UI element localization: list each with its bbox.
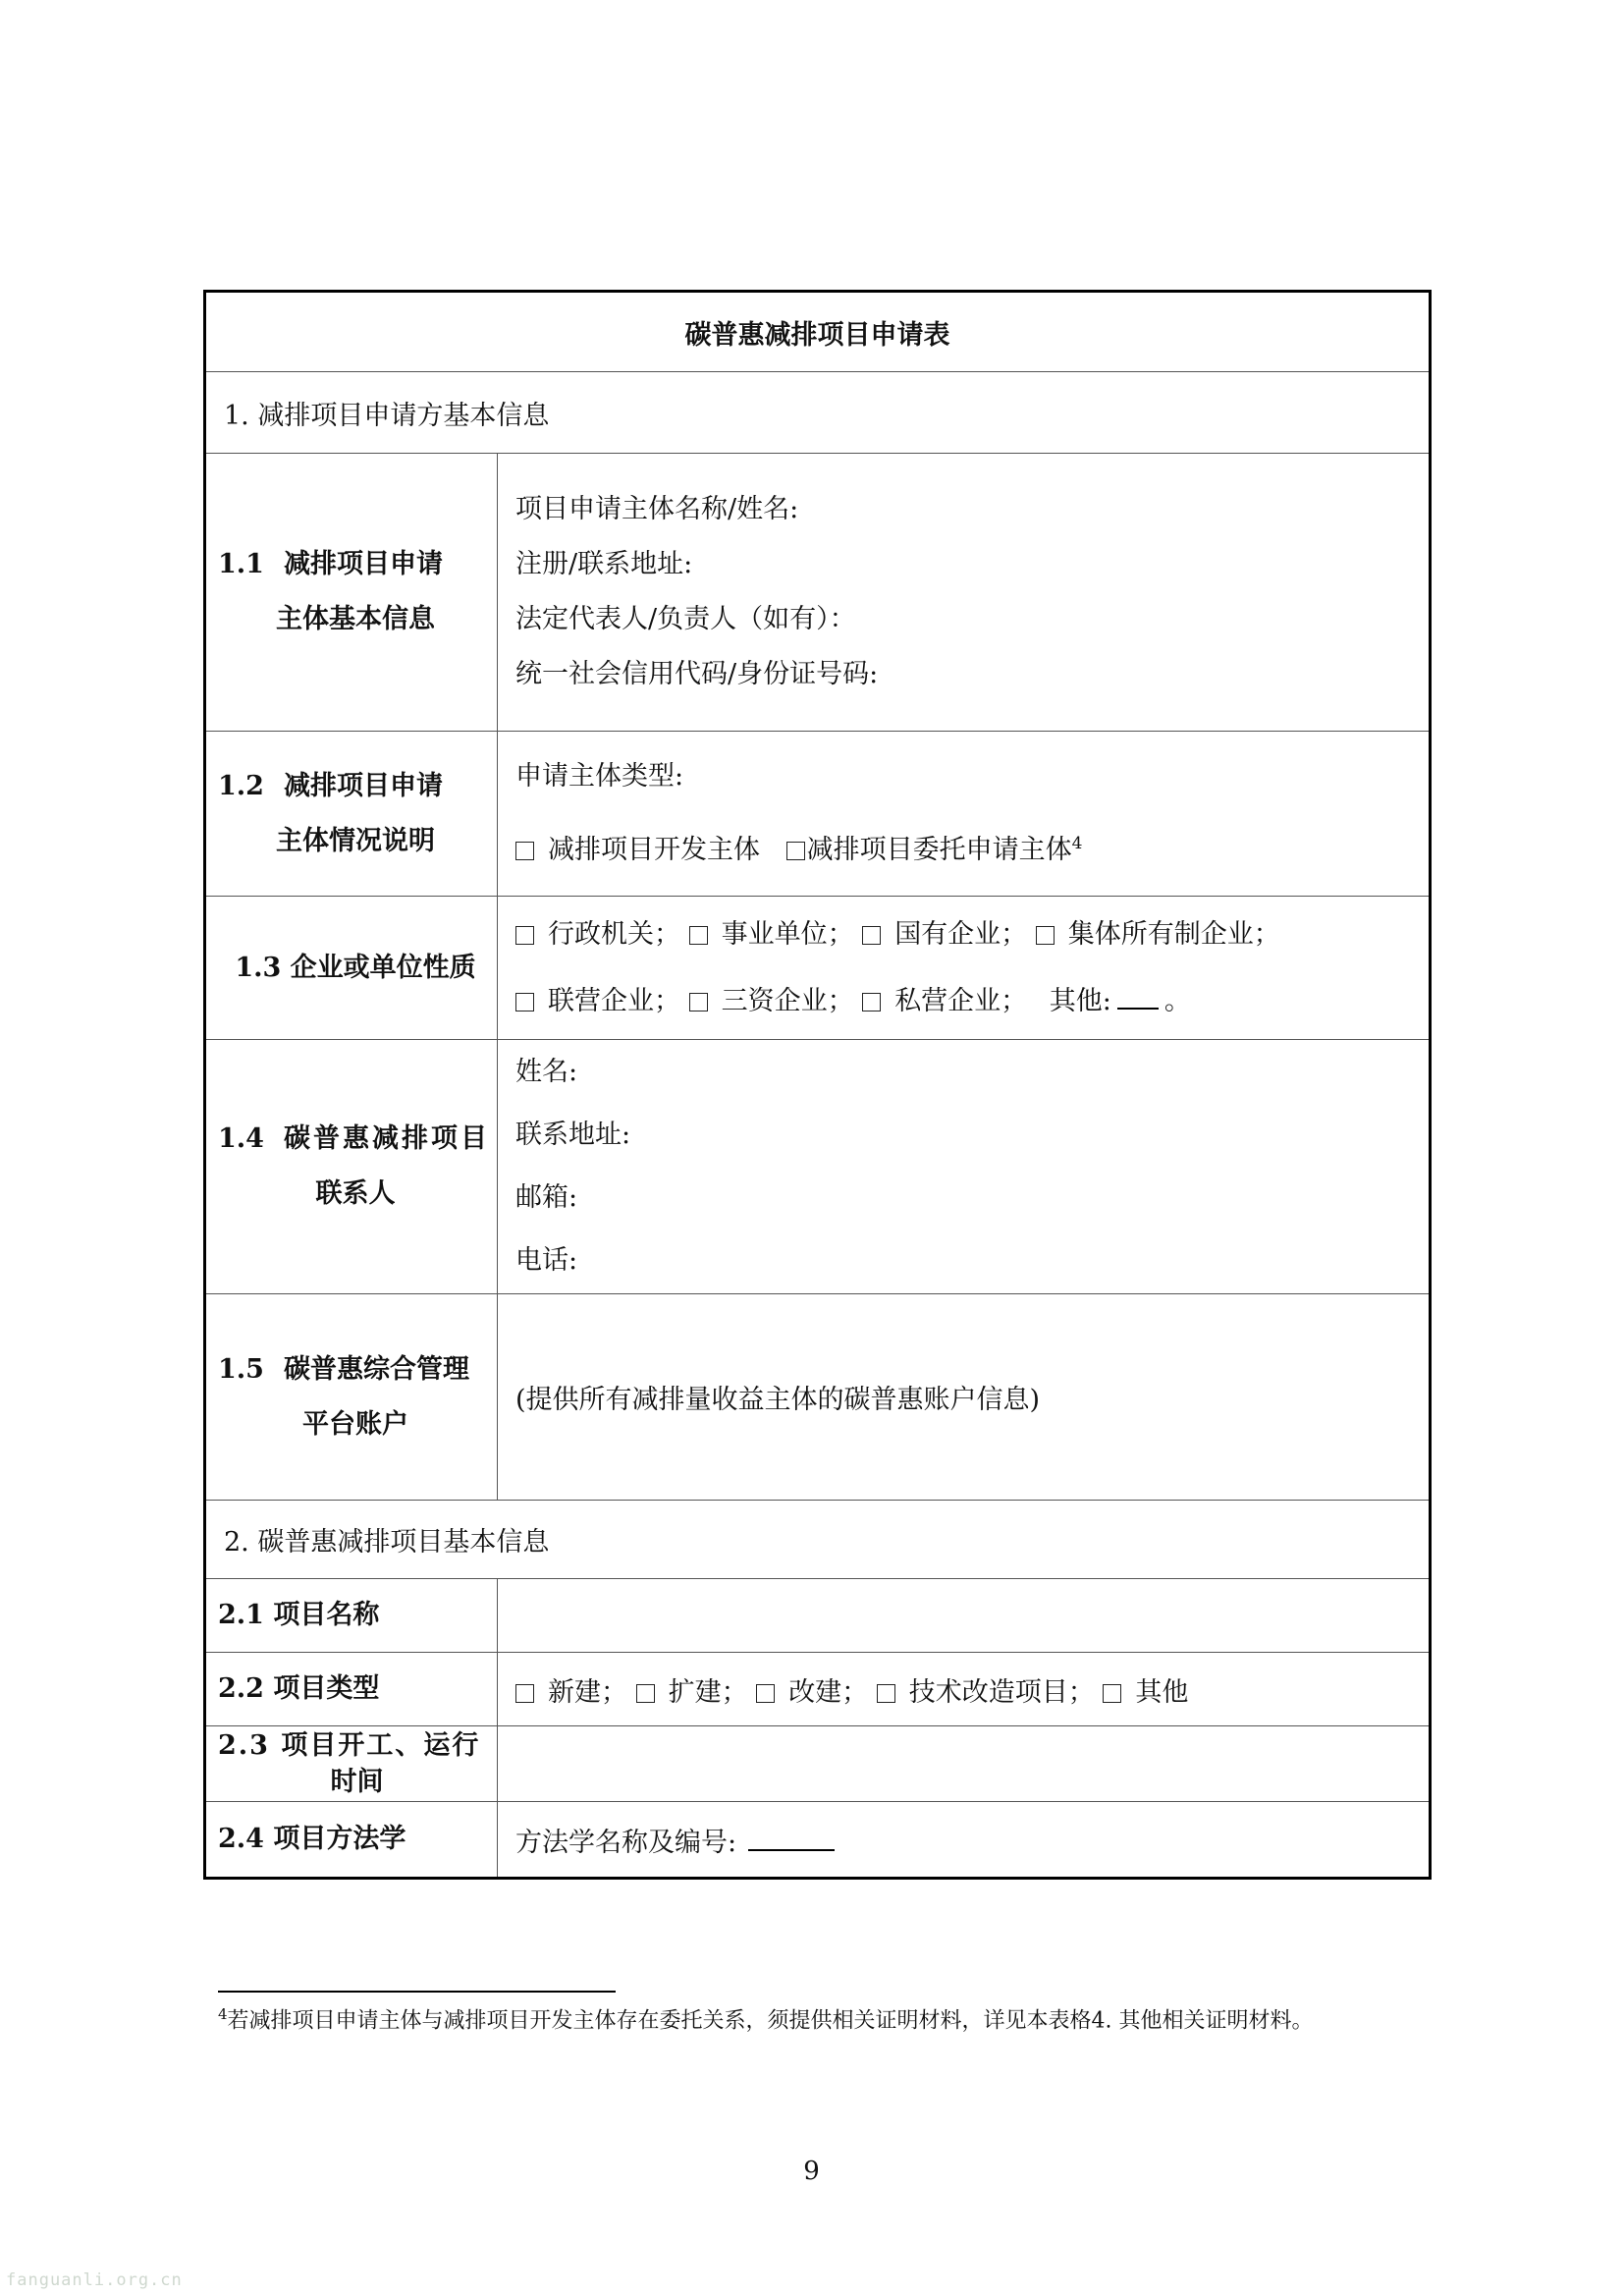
footnote-ref: 4 <box>1071 834 1083 853</box>
row-1-5-num: 1.5 <box>218 1353 264 1385</box>
row-2-2-content <box>498 1653 1431 1726</box>
checkbox-delegated[interactable] <box>786 842 805 860</box>
option-tech-upgrade: 技术改造项目； <box>908 1676 1095 1708</box>
footnote <box>218 1999 1435 2036</box>
watermark-text: fanguanli.org.cn <box>6 2270 183 2290</box>
row-1-1-label <box>205 454 498 732</box>
section-1-header: 1. 减排项目申请方基本信息 <box>205 372 1431 454</box>
option-collective: 集体所有制企业； <box>1067 918 1280 950</box>
contact-address-field[interactable]: 联系地址: <box>515 1120 631 1150</box>
row-1-5-label-b: 平台账户 <box>302 1408 408 1440</box>
checkbox-foreign-invested[interactable] <box>689 993 708 1011</box>
row-1-1-num: 1.1 <box>218 549 264 579</box>
checkbox-state-owned[interactable] <box>862 926 881 945</box>
address-field[interactable]: 注册/联系地址: <box>515 549 693 579</box>
row-1-2-label-a: 减排项目申请 <box>283 770 443 801</box>
checkbox-private[interactable] <box>862 993 881 1011</box>
applicant-name-field[interactable]: 项目申请主体名称/姓名: <box>515 494 799 524</box>
checkbox-expansion[interactable] <box>636 1684 655 1703</box>
row-1-3-label: 1.3 企业或单位性质 <box>205 897 498 1040</box>
row-2-3-label-a: 2.3 项目开工、运行 <box>218 1730 481 1761</box>
methodology-blank[interactable] <box>748 1849 835 1851</box>
row-2-4-label: 2.4 项目方法学 <box>205 1802 498 1879</box>
applicant-type-label: 申请主体类型: <box>515 761 684 792</box>
legal-representative-field[interactable]: 法定代表人/负责人（如有）： <box>515 604 856 634</box>
row-2-3-label <box>205 1726 498 1802</box>
option-foreign-invested: 三资企业； <box>721 985 854 1016</box>
option-delegated: 减排项目委托申请主体 <box>806 835 1072 865</box>
application-form-table <box>203 290 1432 1880</box>
footnote-number: 4 <box>218 2005 228 2023</box>
row-1-2-label <box>205 732 498 897</box>
project-name-field[interactable] <box>498 1579 1431 1653</box>
methodology-label: 方法学名称及编号: <box>515 1827 737 1858</box>
checkbox-institution[interactable] <box>689 926 708 945</box>
form-title: 碳普惠减排项目申请表 <box>205 292 1431 372</box>
option-developer: 减排项目开发主体 <box>548 835 760 865</box>
row-1-4-label-a: 碳普惠减排项目 <box>283 1123 490 1154</box>
project-time-field[interactable] <box>498 1726 1431 1802</box>
contact-phone-field[interactable]: 电话: <box>515 1245 578 1276</box>
checkbox-renovation[interactable] <box>756 1684 775 1703</box>
option-state-owned: 国有企业； <box>894 918 1028 950</box>
option-private: 私营企业； <box>894 985 1028 1016</box>
row-1-2-content <box>498 732 1431 897</box>
row-2-1-label: 2.1 项目名称 <box>205 1579 498 1653</box>
option-other-end: 。 <box>1163 985 1191 1016</box>
checkbox-type-other[interactable] <box>1103 1684 1121 1703</box>
row-1-1-label-a: 减排项目申请 <box>283 549 443 579</box>
checkbox-joint-venture[interactable] <box>515 993 534 1011</box>
option-joint-venture: 联营企业； <box>548 985 680 1016</box>
row-2-4-content <box>498 1802 1431 1879</box>
row-1-4-label-b: 联系人 <box>315 1178 396 1209</box>
row-1-4-label <box>205 1040 498 1294</box>
contact-email-field[interactable]: 邮箱: <box>515 1182 578 1213</box>
credit-code-field[interactable]: 统一社会信用代码/身份证号码: <box>515 659 879 689</box>
checkbox-collective[interactable] <box>1036 926 1055 945</box>
option-renovation: 改建； <box>788 1676 869 1708</box>
row-1-2-label-b: 主体情况说明 <box>276 825 435 856</box>
checkbox-tech-upgrade[interactable] <box>877 1684 895 1703</box>
page-number: 9 <box>803 2157 820 2186</box>
checkbox-government[interactable] <box>515 926 534 945</box>
option-other-label: 其他: <box>1049 985 1111 1016</box>
option-government: 行政机关； <box>548 918 680 950</box>
carbon-account-field[interactable]: (提供所有减排量收益主体的碳普惠账户信息) <box>498 1294 1431 1501</box>
checkbox-developer[interactable] <box>515 842 534 860</box>
row-2-3-label-b: 时间 <box>330 1767 384 1797</box>
option-institution: 事业单位； <box>721 918 854 950</box>
row-2-2-label: 2.2 项目类型 <box>205 1653 498 1726</box>
row-1-5-label-a: 碳普惠综合管理 <box>283 1353 469 1385</box>
option-new-build: 新建； <box>548 1676 627 1708</box>
row-1-4-content[interactable] <box>498 1040 1431 1294</box>
row-1-1-label-b: 主体基本信息 <box>276 604 435 634</box>
checkbox-new-build[interactable] <box>515 1684 534 1703</box>
footnote-text: 若减排项目申请主体与减排项目开发主体存在委托关系，须提供相关证明材料，详见本表格4. 其他相关证明材料。 <box>227 2008 1314 2034</box>
option-type-other: 其他 <box>1135 1676 1189 1708</box>
row-1-5-label <box>205 1294 498 1501</box>
footnote-divider <box>218 1991 616 1993</box>
row-1-4-num: 1.4 <box>218 1123 264 1154</box>
row-1-1-content[interactable] <box>498 454 1431 732</box>
row-1-2-num: 1.2 <box>218 770 264 801</box>
section-2-header: 2. 碳普惠减排项目基本信息 <box>205 1501 1431 1579</box>
row-1-3-content <box>498 897 1431 1040</box>
other-blank[interactable] <box>1117 1008 1159 1010</box>
option-expansion: 扩建； <box>668 1676 748 1708</box>
contact-name-field[interactable]: 姓名: <box>515 1057 578 1087</box>
